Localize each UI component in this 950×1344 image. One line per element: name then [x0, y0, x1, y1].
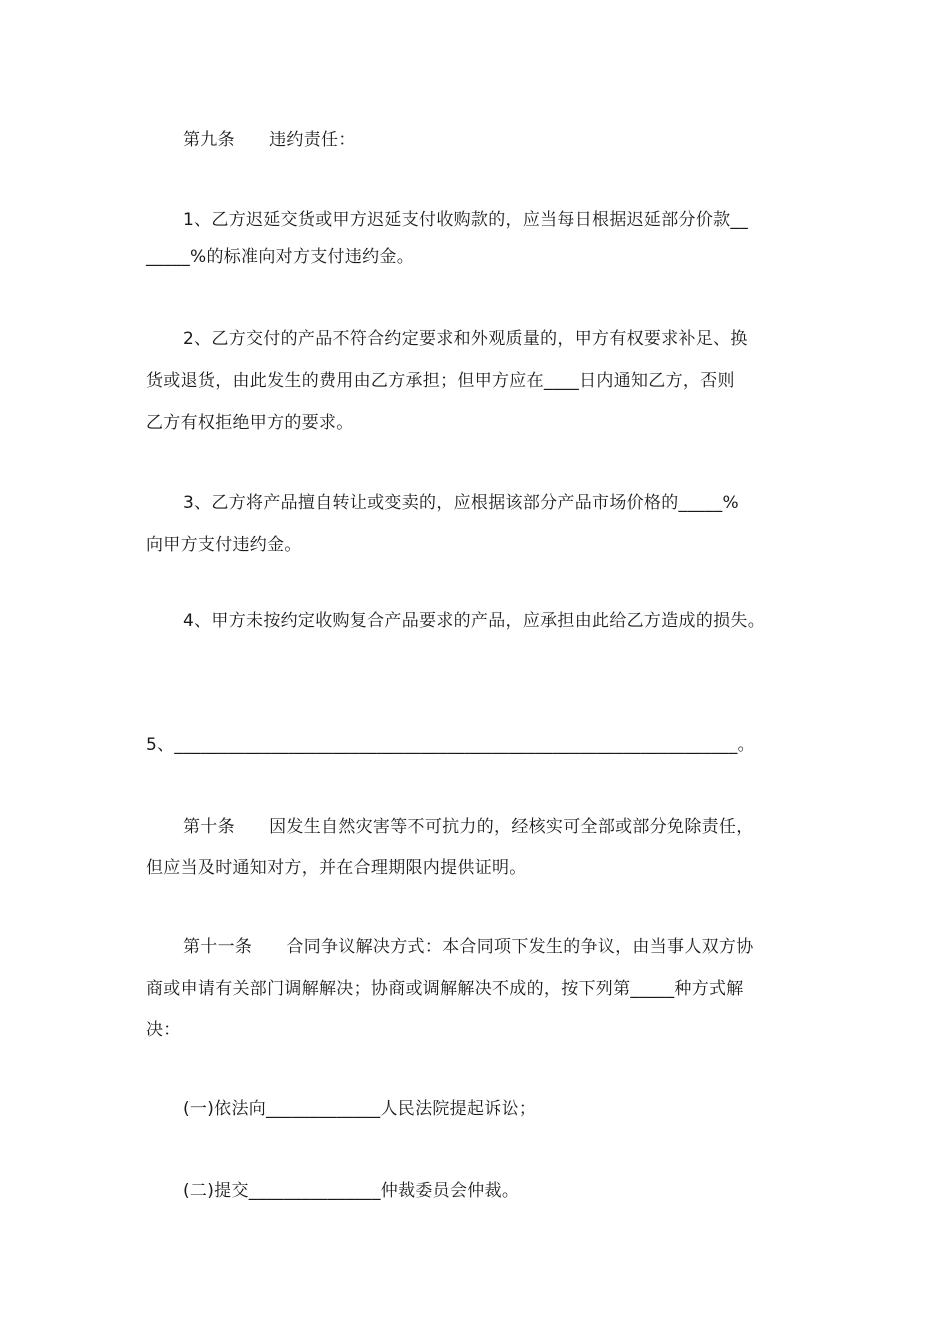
article-11-line-1: 第十一条 合同争议解决方式：本合同项下发生的争议，由当事人双方协: [183, 937, 754, 957]
article-9-item-2-line-2: 货或退货，由此发生的费用由乙方承担；但甲方应在____日内通知乙方，否则: [146, 371, 735, 391]
article-10-line-1: 第十条 因发生自然灾害等不可抗力的，经核实可全部或部分免除责任，: [183, 817, 754, 837]
article-9-item-5: 5、________________________________________________________________。: [146, 735, 755, 755]
article-11-option-2: (二)提交_______________仲裁委员会仲裁。: [183, 1181, 520, 1201]
article-11-line-3: 决：: [146, 1020, 181, 1040]
article-11-line-2: 商或申请有关部门调解解决；协商或调解解决不成的，按下列第_____种方式解: [146, 979, 744, 999]
article-9-item-3-line-1: 3、乙方将产品擅自转让或变卖的，应根据该部分产品市场价格的_____%: [183, 493, 739, 513]
article-9-item-1-line-1: 1、乙方迟延交货或甲方迟延支付收购款的，应当每日根据迟延部分价款__: [183, 210, 749, 230]
article-9-item-1-line-2: _____%的标准向对方支付违约金。: [146, 247, 415, 267]
article-9-item-2-line-1: 2、乙方交付的产品不符合约定要求和外观质量的，甲方有权要求补足、换: [183, 329, 748, 349]
article-11-option-1: (一)依法向_____________人民法院提起诉讼；: [183, 1099, 537, 1119]
article-9-item-2-line-3: 乙方有权拒绝甲方的要求。: [146, 413, 354, 433]
article-9-item-3-line-2: 向甲方支付违约金。: [146, 535, 302, 555]
article-9-heading: 第九条 违约责任：: [183, 130, 356, 150]
article-9-item-4: 4、甲方未按约定收购复合产品要求的产品，应承担由此给乙方造成的损失。: [183, 611, 766, 631]
article-10-line-2: 但应当及时通知对方，并在合理期限内提供证明。: [146, 858, 527, 878]
